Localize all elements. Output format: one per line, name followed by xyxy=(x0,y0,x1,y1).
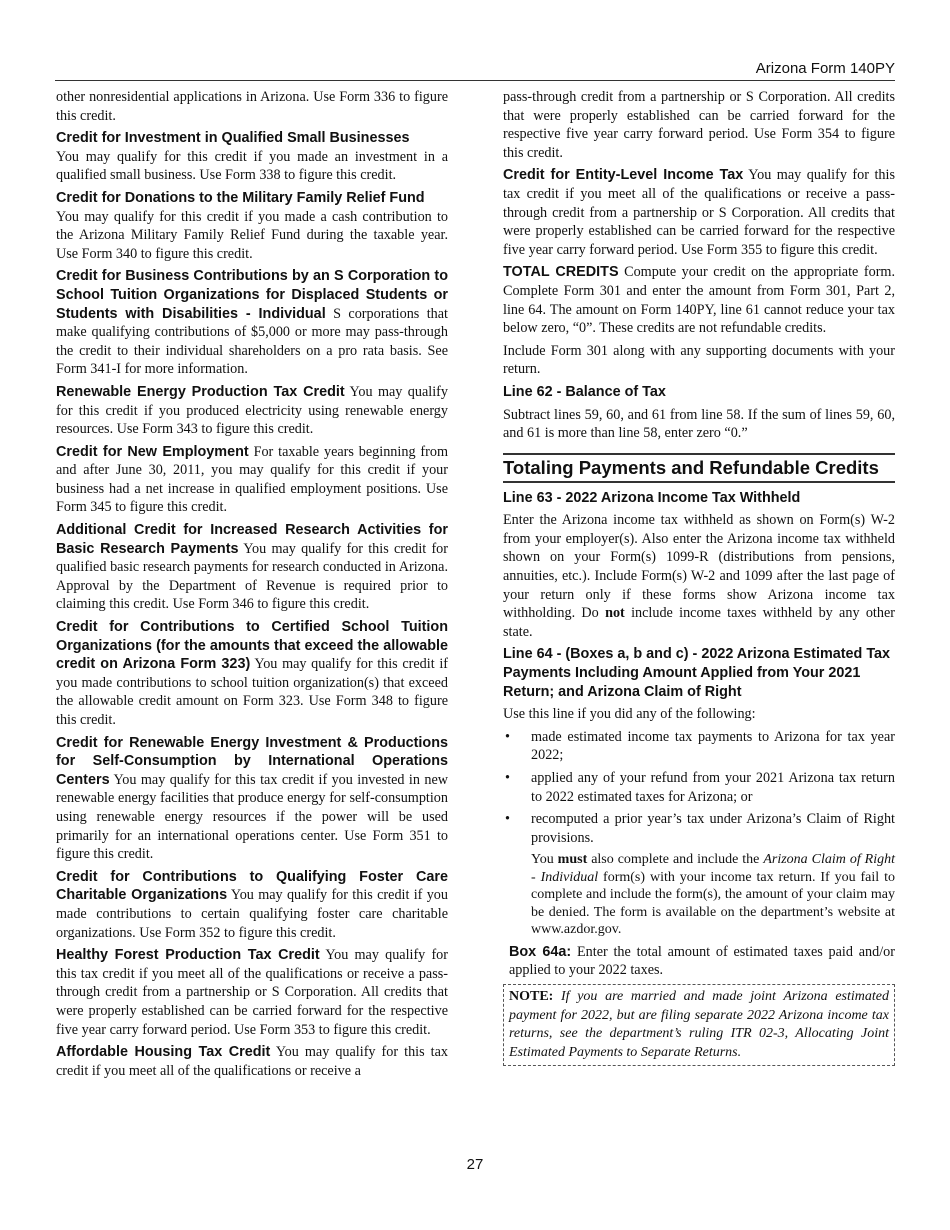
note-text: If you are married and made joint Arizona estimated payment for 2022, but are filing separate 2022 Arizona income tax returns, see the department’s ruling ITR 02-3, Allocating Joint Estimated Payments to Separate Returns. xyxy=(509,989,889,1060)
list-item: • recomputed a prior year’s tax under Arizona’s Claim of Right provisions. xyxy=(503,810,895,847)
credit-item xyxy=(56,618,448,730)
credit-title: TOTAL CREDITS xyxy=(503,264,619,281)
credit-title: Credit for Renewable Energy Investment & Productions for Self-Consumption by International Operations Centers xyxy=(56,734,448,788)
continued-text: pass-through credit from a partnership or S Corporation. All credits that were properly established can be carried forward for the respective five year carry forward period. Use Form 354 to figure this credit. xyxy=(503,89,895,161)
credit-body: You may qualify for this credit if you made contributions to school tuition organization(s) that exceed the allowable credit amount on Form 323. Use Form 348 to figure this credit. xyxy=(56,656,448,728)
credit-body: You may qualify for this credit if you made a cash contribution to the Arizona Military Family Relief Fund during the taxable year. Use Form 340 to figure this credit. xyxy=(56,208,448,262)
credit-entity-level-tax xyxy=(503,166,895,259)
credit-item xyxy=(56,1043,448,1080)
section-title: Totaling Payments and Refundable Credits xyxy=(503,453,895,483)
list-item: • applied any of your refund from your 2021 Arizona tax return to 2022 estimated taxes for Arizona; or xyxy=(503,769,895,806)
line63-heading: Line 63 - 2022 Arizona Income Tax Withheld xyxy=(503,489,801,506)
box64a: Box 64a: Enter the total amount of estimated taxes paid and/or applied to your 2022 taxes. xyxy=(509,943,895,979)
credit-body: You may qualify for this credit for qualified basic research payments for research conducted in Arizona. Approval by the Department of Revenue is required prior to claiming this credit. Use Form 346 to figure this credit. xyxy=(56,540,448,613)
credit-title: Healthy Forest Production Tax Credit xyxy=(56,947,320,964)
credit-body: You may qualify for this credit if you made contributions to certain qualifying foster care charitable organizations. Use Form 352 to figure this credit. xyxy=(56,887,448,941)
credit-item xyxy=(56,267,448,379)
credit-body: S corporations that make qualifying contributions of $5,000 or more may pass-through the credit to their individual shareholders on a pro rata basis. See Form 341-I for more information. xyxy=(56,305,448,378)
claim-of-right-note: You must also complete and include the Arizona Claim of Right - Individual form(s) with your income tax return. If you fail to complete and include the form(s), the amount of your claim may be denied. The form is available on the department’s website at www.azdor.gov. xyxy=(531,852,895,938)
credit-item xyxy=(56,189,448,263)
header-divider xyxy=(55,80,895,81)
credit-title: Affordable Housing Tax Credit xyxy=(56,1044,271,1061)
credit-body: You may qualify for this tax credit if you meet all of the qualifications or receive a pass-through credit from a partnership or S Corporation. All credits that were properly established can be carried forward for the respective five year carry forward period. Use Form 355 to figure this credit. xyxy=(503,167,895,258)
credit-item xyxy=(56,868,448,942)
continued-text: other nonresidential applications in Arizona. Use Form 336 to figure this credit. xyxy=(56,89,448,124)
credit-body: You may qualify for this tax credit if you invested in new renewable energy facilities that produce energy for self-consumption using renewable energy resources if the power will be used primarily for an international operations center. Use Form 351 to figure this credit. xyxy=(56,771,448,863)
credit-title: Renewable Energy Production Tax Credit xyxy=(56,383,345,400)
credit-title: Credit for Donations to the Military Family Relief Fund xyxy=(56,189,425,206)
credit-title: Additional Credit for Increased Research Activities for Basic Research Payments xyxy=(56,522,448,557)
credit-item xyxy=(56,946,448,1039)
credit-title: Credit for Contributions to Qualifying Foster Care Charitable Organizations xyxy=(56,868,448,904)
line64-intro: Use this line if you did any of the following: xyxy=(503,706,756,723)
include-note: Include Form 301 along with any supporting documents with your return. xyxy=(503,342,895,378)
credit-item xyxy=(56,521,448,614)
form-title: Arizona Form 140PY xyxy=(755,60,895,77)
right-column xyxy=(503,88,895,1066)
page-number: 27 xyxy=(466,1156,484,1173)
page-header xyxy=(0,60,950,82)
left-column xyxy=(56,88,448,1084)
note-label: NOTE: xyxy=(509,989,554,1005)
credit-body: Compute your credit on the appropriate form. Complete Form 301 and enter the amount from Form 301, Part 2, line 64. The amount on Form 140PY, line 61 cannot reduce your tax below zero, “0”. These credits are not refundable credits. xyxy=(503,264,896,337)
credit-body: You may qualify for this tax credit if you meet all of the qualifications or receive a xyxy=(56,1044,449,1079)
bullet-list xyxy=(503,728,895,848)
credit-title: Credit for Investment in Qualified Small Businesses xyxy=(56,130,410,147)
credit-body: You may qualify for this credit if you made an investment in a qualified small business. Use Form 338 to figure this credit. xyxy=(56,148,448,184)
credit-title: Credit for Entity-Level Income Tax xyxy=(503,167,744,184)
credit-body: For taxable years beginning from and after June 30, 2011, you may qualify for this credit if your business had a net increase in qualified employment positions. Use Form 345 to figure this credit. xyxy=(56,443,448,516)
line64-heading: Line 64 - (Boxes a, b and c) - 2022 Arizona Estimated Tax Payments Including Amount Applied from Your 2021 Return; and Arizona Claim of Right xyxy=(503,646,891,700)
note-box xyxy=(503,984,895,1066)
credit-body: You may qualify for this credit if you produced electricity using renewable energy resources. Use Form 343 to figure this credit. xyxy=(56,383,448,438)
credit-item xyxy=(56,734,448,864)
credit-title: Credit for New Employment xyxy=(56,443,249,460)
credit-item xyxy=(56,129,448,185)
line63-body: Enter the Arizona income tax withheld as shown on Form(s) W-2 from your employer(s). Also enter the Arizona income tax withheld shown on your Form(s) 1099-R (distributions from pensions, annuities, etc.). Include Form(s) W-2 and 1099 after the last page of your return only if these forms show Arizona income tax withholding. Do not include income taxes withheld by any other state. xyxy=(503,512,895,640)
credit-item xyxy=(56,383,448,439)
list-item: • made estimated income tax payments to Arizona for tax year 2022; xyxy=(503,728,895,765)
total-credits xyxy=(503,263,895,337)
line62-body: Subtract lines 59, 60, and 61 from line 58. If the sum of lines 59, 60, and 61 is more than line 58, enter zero “0.” xyxy=(503,406,895,442)
credit-list xyxy=(56,129,448,1080)
credit-item xyxy=(56,443,448,517)
line62-heading: Line 62 - Balance of Tax xyxy=(503,383,666,400)
credit-body: You may qualify for this tax credit if you meet all of the qualifications or receive a pass-through credit from a partnership or S Corporation. All credits that were properly established can be carried forward for the respective five year carry forward period. Use Form 353 to figure this credit. xyxy=(56,947,448,1038)
credit-title: Credit for Business Contributions by an S Corporation to School Tuition Organizations for Displaced Students or Students with Disabilities - Individual xyxy=(56,268,448,322)
credit-title: Credit for Contributions to Certified School Tuition Organizations (for the amounts that exceed the allowable credit on Arizona Form 323) xyxy=(56,619,448,673)
